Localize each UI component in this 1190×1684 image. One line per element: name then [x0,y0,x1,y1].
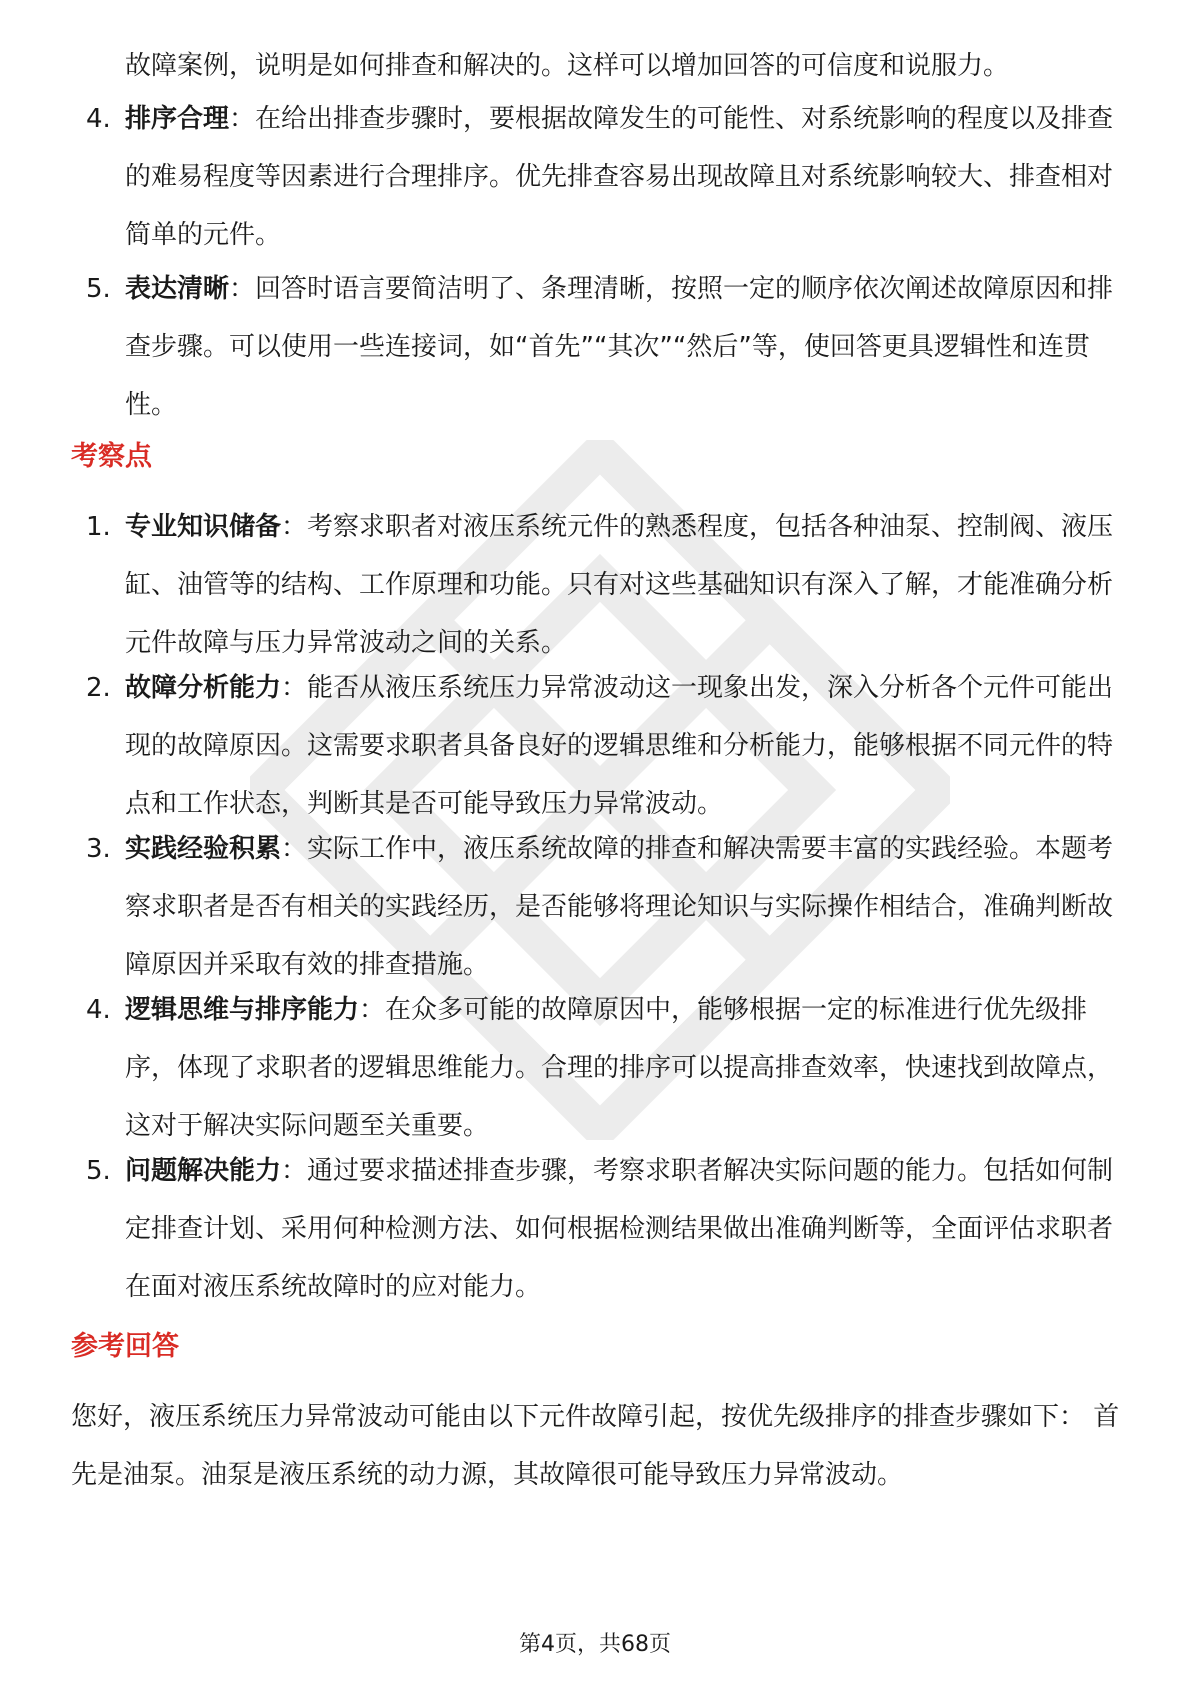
list-item-number: 3. [86,834,111,864]
list-item [0,981,1120,1155]
list-item [0,498,1120,672]
list-item-title: 排序合理 [125,104,230,134]
exam-points-list [0,498,1190,1316]
list-item-text: ：在给出排查步骤时，要根据故障发生的可能性、对系统影响的程度以及排查的难易程度等因素进行合理排序。优先排查容易出现故障且对系统影响较大、排查相对简单的元件。 [125,104,1114,250]
list-item-text: ：通过要求描述排查步骤，考察求职者解决实际问题的能力。包括如何制定排查计划、采用何种检测方法、如何根据检测结果做出准确判断等，全面评估求职者在面对液压系统故障时的应对能力。 [125,1156,1114,1302]
section-heading-reference-answer: 参考回答 [71,1331,179,1362]
page-number-footer: 第4页，共68页 [519,1632,671,1657]
list-item-number: 5. [86,1156,111,1186]
list-item [0,1142,1120,1316]
list-item-title: 表达清晰 [125,274,230,304]
list-item-number: 4. [86,104,111,134]
list-item-number: 1. [86,512,111,542]
list-item-title: 问题解决能力 [125,1156,282,1186]
list-item-title: 逻辑思维与排序能力 [125,995,360,1025]
list-item-text: ：能否从液压系统压力异常波动这一现象出发，深入分析各个元件可能出现的故障原因。这需要求职者具备良好的逻辑思维和分析能力，能够根据不同元件的特点和工作状态，判断其是否可能导致压力异常波动。 [125,673,1114,819]
list-item-title: 专业知识储备 [125,512,282,542]
reference-answer-paragraph: 您好，液压系统压力异常波动可能由以下元件故障引起，按优先级排序的排查步骤如下： 首先是油泵。油泵是液压系统的动力源，其故障很可能导致压力异常波动。 [71,1402,1120,1490]
list-item [0,260,1120,434]
list-item-text: ：回答时语言要简洁明了、条理清晰，按照一定的顺序依次阐述故障原因和排查步骤。可以使用一些连接词，如“首先”“其次”“然后”等，使回答更具逻辑性和连贯性。 [125,274,1114,420]
answer-tips-list [0,90,1190,434]
list-item-text: ：实际工作中，液压系统故障的排查和解决需要丰富的实践经验。本题考察求职者是否有相关的实践经历，是否能够将理论知识与实际操作相结合，准确判断故障原因并采取有效的排查措施。 [125,834,1114,980]
list-item-number: 4. [86,995,111,1025]
list-item-title: 故障分析能力 [125,673,282,703]
list-item [0,90,1120,264]
continuation-paragraph: 故障案例，说明是如何排查和解决的。这样可以增加回答的可信度和说服力。 [125,51,1010,81]
list-item [0,820,1120,994]
list-item-number: 2. [86,673,111,703]
list-item-number: 5. [86,274,111,304]
list-item-title: 实践经验积累 [125,834,282,864]
section-heading-exam-points: 考察点 [71,441,152,472]
list-item-text: ：在众多可能的故障原因中，能够根据一定的标准进行优先级排序，体现了求职者的逻辑思维能力。合理的排序可以提高排查效率，快速找到故障点，这对于解决实际问题至关重要。 [125,995,1114,1141]
list-item [0,659,1120,833]
list-item-text: ：考察求职者对液压系统元件的熟悉程度，包括各种油泵、控制阀、液压缸、油管等的结构、工作原理和功能。只有对这些基础知识有深入了解，才能准确分析元件故障与压力异常波动之间的关系。 [125,512,1114,658]
